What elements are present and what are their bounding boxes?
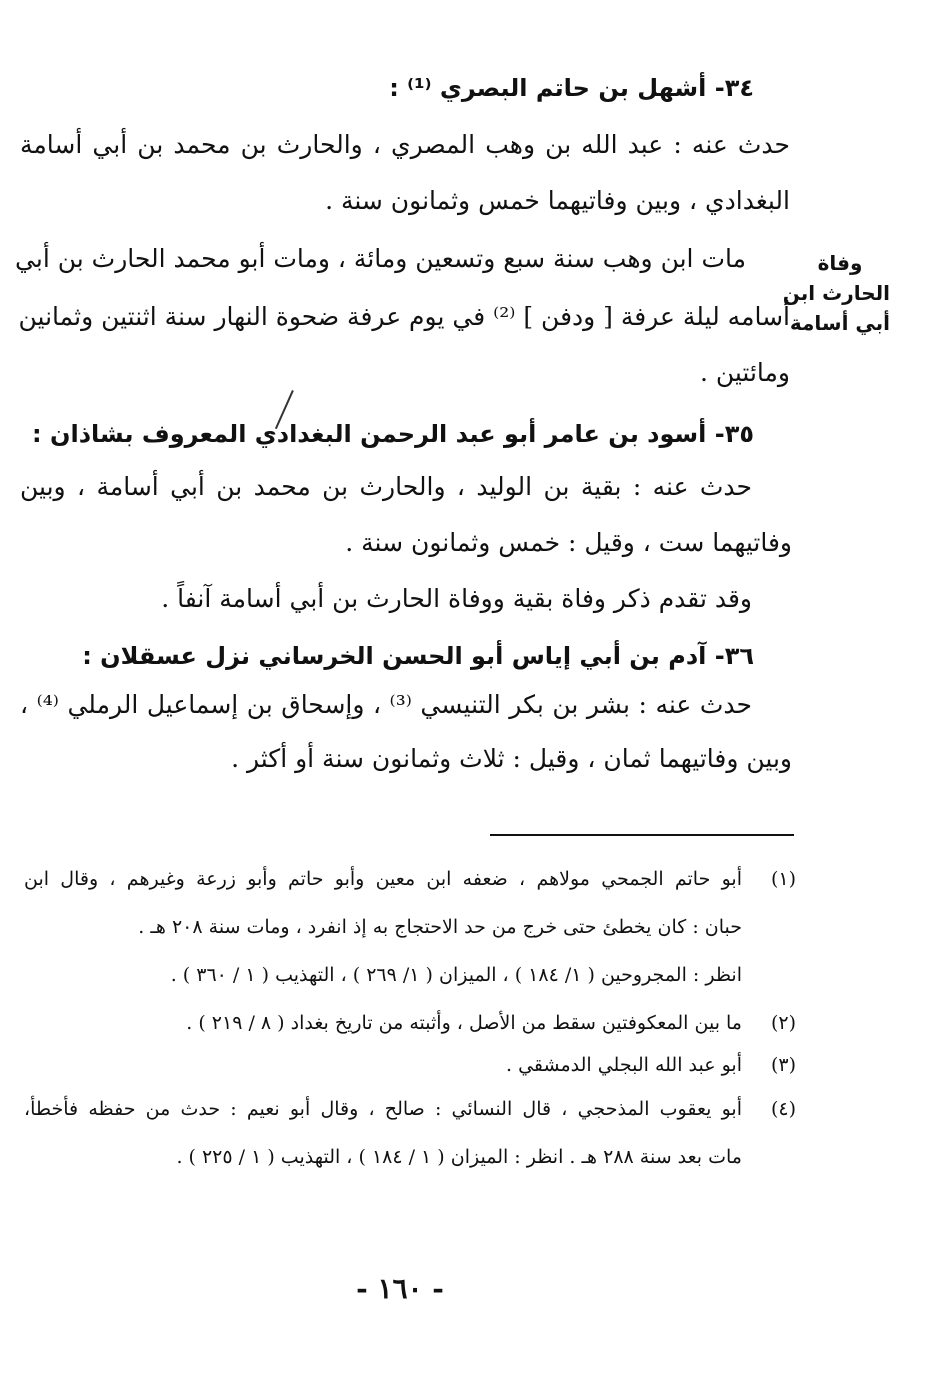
entry-36-heading: ٣٦- آدم بن أبي إياس أبو الحسن الخرساني نزل عسقلان : [82, 642, 754, 670]
entry-36-line-2: وبين وفاتيهما ثمان ، وقيل : ثلاث وثمانون سنة أو أكثر . [231, 744, 792, 773]
entry-35-line-1: حدث عنه : بقية بن الوليد ، والحارث بن محمد بن أبي أسامة ، وبين [20, 472, 752, 501]
footnote-1-number: (١) [770, 868, 796, 890]
margin-note-line-2: الحارث ابن [782, 281, 890, 305]
margin-note [782, 248, 890, 338]
entry-35-heading: ٣٥- أسود بن عامر أبو عبد الرحمن البغدادي المعروف بشاذان : [32, 420, 754, 448]
footnote-4-line-1: أبو يعقوب المذحجي ، قال النسائي : صالح ، وقال أبو نعيم : حدث من حفظه فأخطأ، [24, 1098, 742, 1120]
footnote-1-line-1: أبو حاتم الجمحي مولاهم ، ضعفه ابن معين وأبو حاتم وأبو زرعة وغيرهم ، وقال ابن [24, 868, 742, 890]
footnote-4-line-2: مات بعد سنة ٢٨٨ هـ . انظر : الميزان ( ١ / ١٨٤ ) ، التهذيب ( ١ / ٢٢٥ ) . [176, 1146, 742, 1168]
footnote-1-line-3: انظر : المجروحين ( ١/ ١٨٤ ) ، الميزان ( ١/ ٢٦٩ ) ، التهذيب ( ١ / ٣٦٠ ) . [170, 964, 742, 986]
footnote-2-number: (٢) [770, 1012, 796, 1034]
footnote-2-line-1: ما بين المعكوفتين سقط من الأصل ، وأثبته من تاريخ بغداد ( ٨ / ٢١٩ ) . [186, 1012, 742, 1034]
entry-36-line-1: حدث عنه : بشر بن بكر التنيسي ⁽³⁾ ، وإسحاق بن إسماعيل الرملي ⁽⁴⁾ ، [20, 690, 752, 719]
footnote-separator [490, 834, 794, 836]
margin-note-line-3: أبي أسامة [789, 311, 890, 335]
page-number: - ١٦٠ - [356, 1272, 444, 1305]
footnote-4-number: (٤) [770, 1098, 796, 1120]
entry-35-line-3: وقد تقدم ذكر وفاة بقية ووفاة الحارث بن أبي أسامة آنفاً . [161, 584, 752, 613]
entry-34-line-5: ومائتين . [699, 358, 790, 387]
entry-35-line-2: وفاتيهما ست ، وقيل : خمس وثمانون سنة . [345, 528, 792, 557]
footnote-1-line-2: حبان : كان يخطئ حتى خرج من حد الاحتجاج به إذ انفرد ، ومات سنة ٢٠٨ هـ . [138, 916, 742, 938]
footnote-3-line-1: أبو عبد الله البجلي الدمشقي . [505, 1054, 742, 1076]
entry-34-line-1: حدث عنه : عبد الله بن وهب المصري ، والحارث بن محمد بن أبي أسامة [20, 130, 790, 159]
entry-34-heading: ٣٤- أشهل بن حاتم البصري ⁽¹⁾ : [389, 74, 754, 102]
footnote-3-number: (٣) [770, 1054, 796, 1076]
entry-34-line-2: البغدادي ، وبين وفاتيهما خمس وثمانون سنة . [325, 186, 790, 215]
entry-34-line-4: أسامه ليلة عرفة [ ودفن ] ⁽²⁾ في يوم عرفة ضحوة النهار سنة اثنتين وثمانين [18, 302, 790, 331]
margin-note-line-1: وفاة [817, 251, 863, 275]
entry-34-line-3: مات ابن وهب سنة سبع وتسعين ومائة ، ومات أبو محمد الحارث بن أبي [15, 244, 746, 273]
